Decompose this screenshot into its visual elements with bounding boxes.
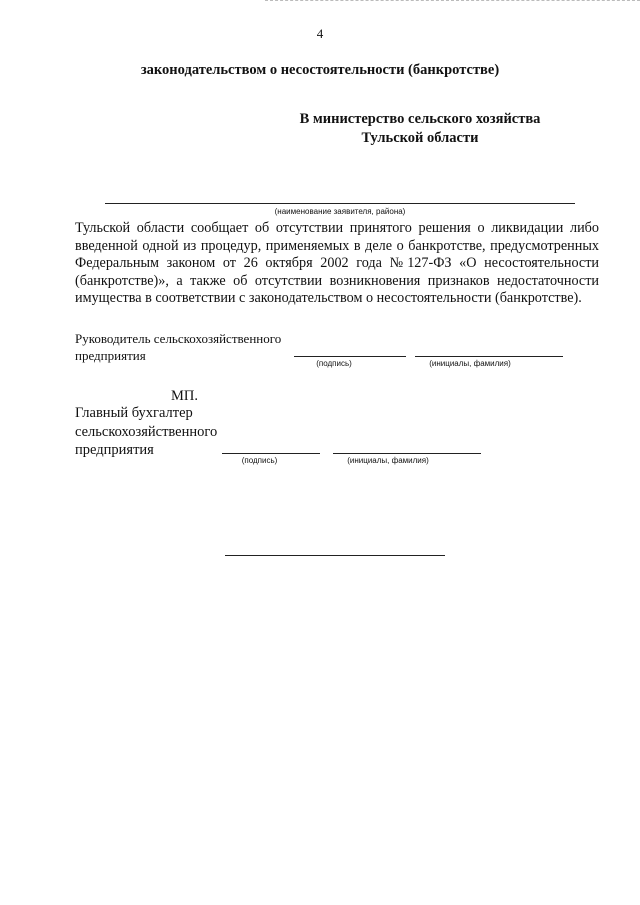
addressee: [290, 110, 550, 148]
accountant-name-caption: (инициалы, фамилия): [347, 456, 429, 465]
accountant-label-line-1: Главный бухгалтер: [75, 405, 193, 421]
addressee-line-2: Тульской области: [361, 130, 479, 146]
applicant-line: [105, 203, 575, 204]
head-name-line: [415, 356, 563, 357]
accountant-label: [75, 404, 275, 460]
page-number: 4: [316, 26, 324, 41]
head-signature-caption: (подпись): [316, 359, 352, 368]
accountant-label-line-3: предприятия: [75, 442, 154, 458]
bottom-divider: [225, 555, 445, 556]
accountant-signature-caption: (подпись): [241, 456, 278, 465]
scan-top-edge: [265, 0, 640, 4]
stamp-label: МП.: [171, 388, 198, 404]
addressee-line-1: В министерство сельского хозяйства: [299, 111, 541, 127]
head-label-line-1: Руководитель сельскохозяйственного: [75, 331, 282, 346]
accountant-label-line-2: сельскохозяйственного: [75, 423, 218, 440]
head-signature-line: [294, 356, 406, 357]
applicant-caption: (наименование заявителя, района): [274, 207, 406, 216]
heading: законодательством о несостоятельности (банкротстве): [140, 62, 500, 78]
head-label-line-2: предприятия: [75, 348, 146, 363]
body-text: Тульской области сообщает об отсутствии принятого решения о ликвидации либо введенной одной из процедур, применяемых в деле о банкротстве, предусмотренных Федеральным законом от 26 октября 2002 года №127-ФЗ «О несостоятельности (банкротстве)», а также об отсутствии возникновения признаков недостаточности имущества в соответствии с законодательством о несостоятельности (банкротстве).: [75, 220, 599, 306]
head-name-caption: (инициалы, фамилия): [429, 359, 511, 368]
accountant-name-line: [333, 453, 481, 454]
accountant-signature-line: [222, 453, 320, 454]
